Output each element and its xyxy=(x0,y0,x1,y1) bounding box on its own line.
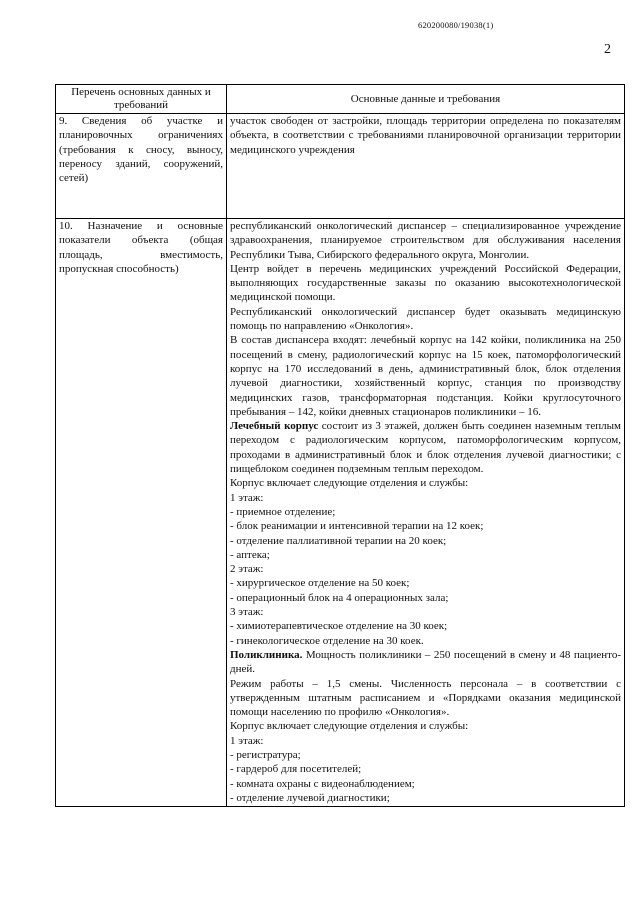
paragraph-text: Мощность поликлиники – 250 посещений в смену и 48 пациенто-дней. xyxy=(230,648,621,676)
list-item: - регистратура; xyxy=(230,748,301,761)
bold-heading: Лечебный корпус xyxy=(230,420,319,433)
row-label: 10. Назначение и основные показатели объекта (общая площадь, вместимость, пропускная способность) xyxy=(56,219,227,807)
paragraph xyxy=(230,648,621,677)
row-content xyxy=(227,219,625,807)
list-item: 3 этаж: xyxy=(230,606,264,619)
list-item: - отделение паллиативной терапии на 20 коек; xyxy=(230,534,447,547)
list-item: - комната охраны с видеонаблюдением; xyxy=(230,777,415,790)
paragraph: Республиканский онкологический диспансер будет оказывать медицинскую помощь по направлению «Онкология». xyxy=(230,305,621,333)
page-number: 2 xyxy=(604,42,611,57)
table-header-row xyxy=(56,85,625,114)
paragraph: республиканский онкологический диспансер – специализированное учреждение здравоохранения, планируемое строительством для обслуживания населения Республики Тыва, Сибирского федерального округа, Монголии. xyxy=(230,220,621,261)
paragraph: Режим работы – 1,5 смены. Численность персонала – в соответствии с утвержденным штатным расписанием и «Порядками оказания медицинской помощи населению по профилю «Онкология». xyxy=(230,677,621,719)
paragraph: участок свободен от застройки, площадь территории определена по показателям объекта, в соответствии с требованиями планировочной организации территории медицинского учреждения xyxy=(230,115,621,156)
list-item: - блок реанимации и интенсивной терапии на 12 коек; xyxy=(230,520,484,533)
list-item: - аптека; xyxy=(230,548,270,561)
list-item: 2 этаж: xyxy=(230,563,264,576)
list-item: - операционный блок на 4 операционных зала; xyxy=(230,591,449,604)
row-content xyxy=(227,114,625,219)
column-header-data: Основные данные и требования xyxy=(227,85,625,114)
list-item: 1 этаж: xyxy=(230,491,264,504)
list-item: - гардероб для посетителей; xyxy=(230,763,362,776)
column-header-list: Перечень основных данных и требований xyxy=(56,85,227,114)
list-item: - отделение лучевой диагностики; xyxy=(230,791,390,804)
list-item: - химиотерапевтическое отделение на 30 коек; xyxy=(230,620,448,633)
row-label: 9. Сведения об участке и планировочных ограничениях (требования к сносу, выносу, переносу зданий, сооружений, сетей) xyxy=(56,114,227,219)
table-row xyxy=(56,219,625,807)
paragraph xyxy=(230,419,621,476)
table-row xyxy=(56,114,625,219)
paragraph-text: состоит из 3 этажей, должен быть соединен наземным теплым переходом с радиологическим корпусом, патоморфологическим корпусом, проходами в административный блок и блок отделения лучевой диагностики; с пищеблоком соединен подземным теплым переходом. xyxy=(230,420,621,476)
bold-heading: Поликлиника. xyxy=(230,648,303,661)
document-id: 620200080/19038(1) xyxy=(418,20,494,30)
list-item: Корпус включает следующие отделения и службы: xyxy=(230,477,469,490)
list-item: - хирургическое отделение на 50 коек; xyxy=(230,577,410,590)
requirements-table xyxy=(55,84,625,807)
list-item: - гинекологическое отделение на 30 коек. xyxy=(230,634,424,647)
list-item: Корпус включает следующие отделения и службы: xyxy=(230,720,469,733)
list-item: - приемное отделение; xyxy=(230,505,336,518)
list-item: 1 этаж: xyxy=(230,734,264,747)
paragraph: Центр войдет в перечень медицинских учреждений Российской Федерации, выполняющих государственные заказы по оказанию высокотехнологической медицинской помощи. xyxy=(230,262,621,304)
paragraph: В состав диспансера входят: лечебный корпус на 142 койки, поликлиника на 250 посещений в смену, радиологический корпус на 15 коек, патоморфологический корпус на 170 исследований в день, административный блок, блок отделения лучевой диагностики, хозяйственный корпус, станция по производству медицинских газов, трансформаторная подстанция. Койки круглосуточного пребывания – 142, койки дневных стационаров поликлиники – 16. xyxy=(230,334,621,418)
